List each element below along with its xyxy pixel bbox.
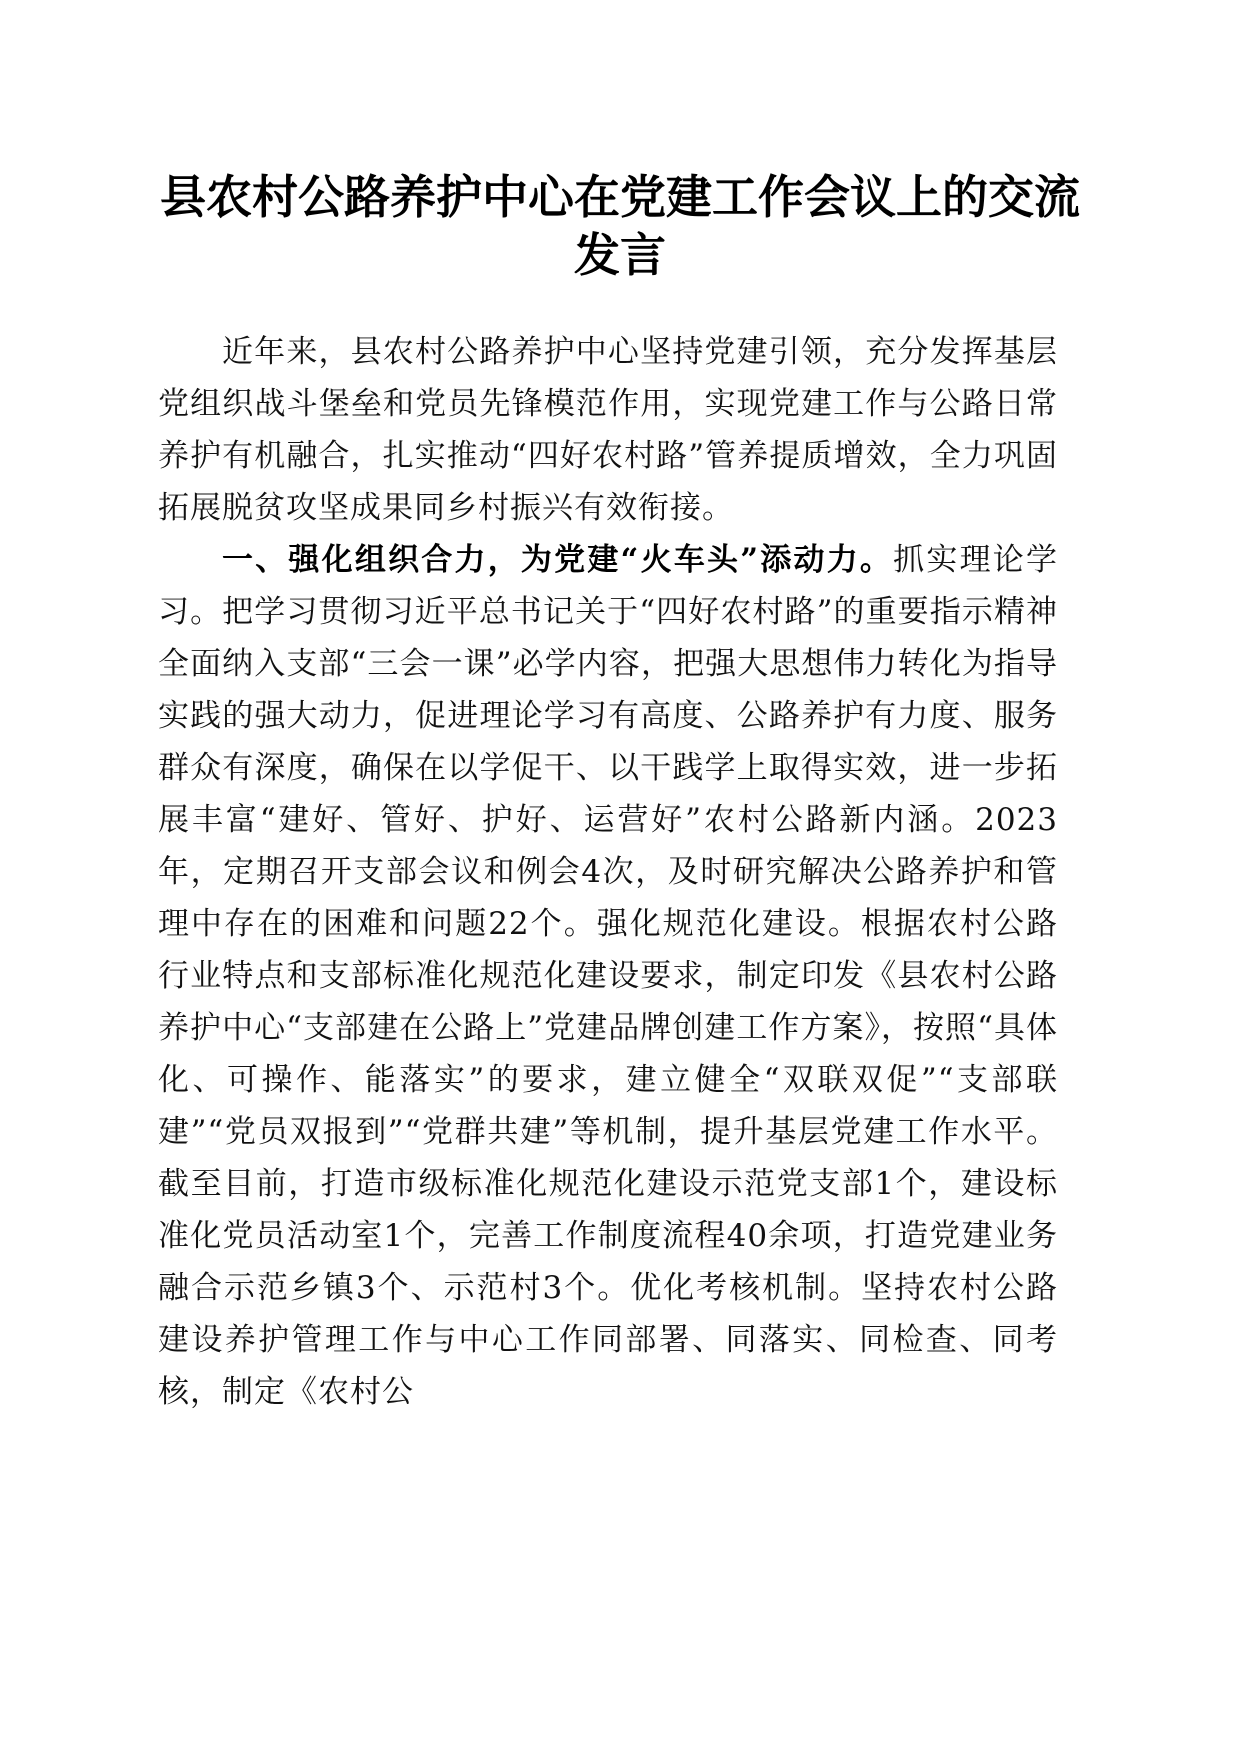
intro-paragraph-text: 近年来，县农村公路养护中心坚持党建引领，充分发挥基层党组织战斗堡垒和党员先锋模范作用，实现党建工作与公路日常养护有机融合，扎实推动“四好农村路”管养提质增效，全力巩固拓展脱贫攻坚成果同乡村振兴有效衔接。 <box>158 334 1058 526</box>
document-body <box>158 326 1058 1418</box>
document-title: 县农村公路养护中心在党建工作会议上的交流发言 <box>160 170 1080 282</box>
section-1-text: 抓实理论学习。把学习贯彻习近平总书记关于“四好农村路”的重要指示精神全面纳入支部“三会一课”必学内容，把强大思想伟力转化为指导实践的强大动力，促进理论学习有高度、公路养护有力度、服务群众有深度，确保在以学促干、以干践学上取得实效，进一步拓展丰富“建好、管好、护好、运营好”农村公路新内涵。2023年，定期召开支部会议和例会4次，及时研究解决公路养护和管理中存在的困难和问题22个。强化规范化建设。根据农村公路行业特点和支部标准化规范化建设要求，制定印发《县农村公路养护中心“支部建在公路上”党建品牌创建工作方案》，按照“具体化、可操作、能落实”的要求，建立健全“双联双促”“支部联建”“党员双报到”“党群共建”等机制，提升基层党建工作水平。截至目前，打造市级标准化规范化建设示范党支部1个，建设标准化党员活动室1个，完善工作制度流程40余项，打造党建业务融合示范乡镇3个、示范村3个。优化考核机制。坚持农村公路建设养护管理工作与中心工作同部署、同落实、同检查、同考核，制定《农村公 <box>158 542 1058 1410</box>
section-1-heading: 一、强化组织合力，为党建“火车头”添动力。 <box>222 542 894 578</box>
intro-paragraph <box>158 326 1058 534</box>
section-1-paragraph <box>158 534 1058 1418</box>
